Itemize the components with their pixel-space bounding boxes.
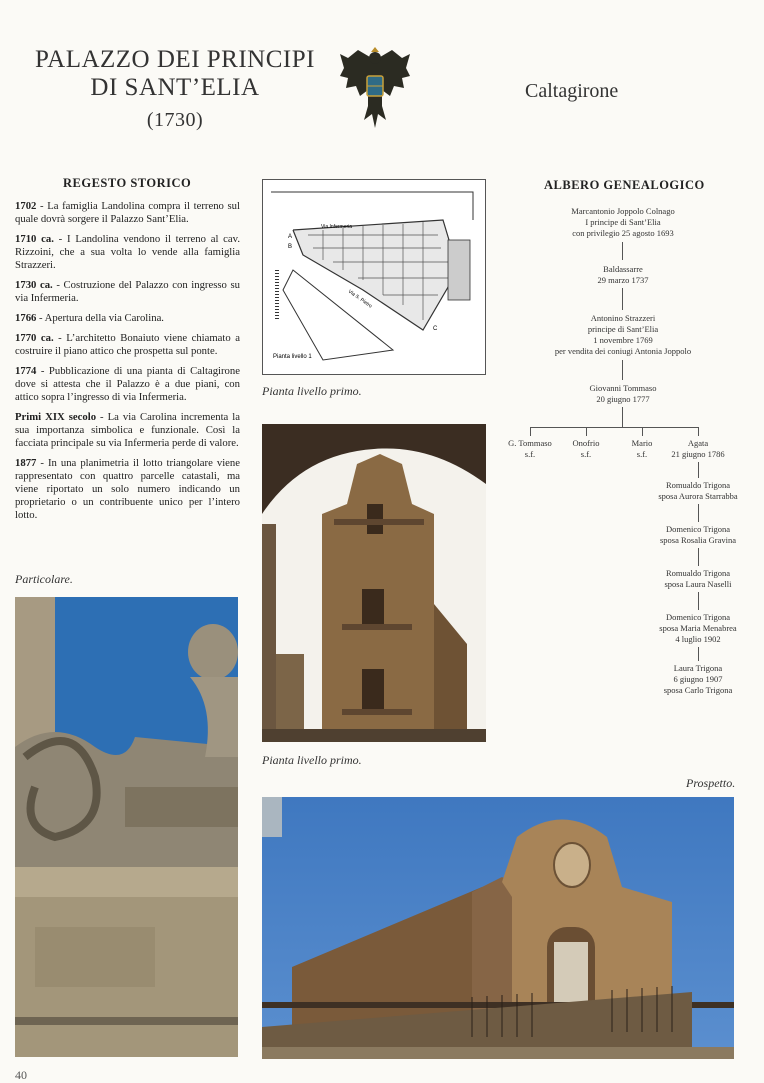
tree-node-marcantonio: Marcantonio Joppolo Colnago I principe di Sant’Elia con privilegio 25 agosto 1693	[571, 206, 675, 238]
eagle-coat-of-arms-icon	[338, 46, 412, 130]
tree-connector	[698, 647, 699, 661]
regesto-entry: 1877 - In una planimetria il lotto triangolare viene rappresentato con quattro parcelle catastali, ma viene riportato un solo numero indicando un proprietario o un contribuente unico per l’intero lotto.	[15, 457, 240, 521]
tree-node-giovanni: Giovanni Tommaso 20 giugno 1777	[589, 383, 657, 404]
plan-mark-b: B	[288, 244, 293, 250]
tree-child: G. Tommaso s.f.	[508, 438, 552, 459]
tree-node-descendant: Domenico Trigona sposa Maria Menabrea 4 luglio 1902	[659, 612, 737, 644]
photo-palace-tower	[262, 424, 486, 742]
tree-node-baldassarre: Baldassarre 29 marzo 1737	[597, 264, 649, 285]
regesto-entry: 1766 - Apertura della via Carolina.	[15, 312, 164, 324]
tree-connector	[622, 407, 623, 427]
albero-heading: ALBERO GENEALOGICO	[544, 178, 705, 192]
caption-prospetto: Prospetto.	[686, 776, 736, 790]
tree-node-descendant: Romualdo Trigona sposa Laura Naselli	[664, 568, 732, 589]
title-year: (1730)	[146, 109, 204, 131]
plan-street-1: Via Infermeria	[321, 224, 353, 230]
title-line-1: PALAZZO DEI PRINCIPI	[35, 46, 315, 73]
regesto-entry: 1770 ca. - L’architetto Bonaiuto viene chiamato a costruire il piano attico che prospetta sul ponte.	[15, 332, 240, 357]
tree-connector	[698, 504, 699, 522]
regesto-entry: 1730 ca. - Costruzione del Palazzo con ingresso su via Infermeria.	[15, 279, 240, 304]
floor-plan-drawing	[263, 180, 485, 374]
plan-mark-a: A	[288, 234, 293, 240]
tree-connector	[530, 427, 698, 428]
tree-node-descendant: Laura Trigona 6 giugno 1907 sposa Carlo Trigona	[663, 663, 733, 695]
regesto-heading: REGESTO STORICO	[63, 176, 192, 190]
floor-plan	[262, 179, 486, 375]
caption-particolare: Particolare.	[15, 572, 73, 586]
caption-pianta-1: Pianta livello primo.	[262, 384, 362, 398]
plan-street-2: Via S. Pietro	[346, 288, 373, 310]
tree-node-descendant: Romualdo Trigona sposa Aurora Starrabba	[658, 480, 738, 501]
caption-pianta-2: Pianta livello primo.	[262, 753, 362, 767]
title-line-2: DI SANT’ELIA	[90, 74, 260, 101]
city-name: Caltagirone	[525, 80, 619, 102]
regesto-entry: 1774 - Pubblicazione di una pianta di Caltagirone dove si attesta che il Palazzo è a due piani, con attico sopra l’ingresso di via Infermeria.	[15, 365, 240, 403]
tree-connector	[642, 427, 643, 436]
regesto-entry: 1710 ca. - I Landolina vendono il terreno al cav. Rizzoini, che a sua volta lo vende alla famiglia Strazzeri.	[15, 233, 240, 271]
regesto-entry: 1702 - La famiglia Landolina compra il terreno sul quale dovrà sorgere il Palazzo Sant’Elia.	[15, 200, 240, 225]
tree-connector	[698, 462, 699, 478]
tree-connector	[622, 242, 623, 260]
tree-connector	[698, 427, 699, 436]
tree-connector	[586, 427, 587, 436]
plan-label: Pianta livello 1	[273, 354, 312, 360]
tree-child: Onofrio s.f.	[572, 438, 600, 459]
tree-node-descendant: Domenico Trigona sposa Rosalia Gravina	[659, 524, 736, 545]
tree-node-antonino: Antonino Strazzeri principe di Sant’Elia 1 novembre 1769 per vendita dei coniugi Antonia Joppolo	[554, 313, 692, 356]
tree-connector	[698, 548, 699, 566]
tree-connector	[622, 360, 623, 380]
tree-connector	[698, 592, 699, 610]
photo-particolare	[15, 597, 238, 1057]
tree-connector	[530, 427, 531, 436]
plan-mark-c: C	[433, 326, 438, 332]
page-title	[20, 46, 330, 134]
page-number: 40	[15, 1068, 27, 1082]
photo-prospetto	[262, 797, 734, 1059]
tree-connector	[622, 288, 623, 310]
regesto-list	[15, 200, 240, 529]
regesto-entry: Primi XIX secolo - La via Carolina incrementa la sua importanza simbolica e funzionale. Così la facciata principale su via Infermeria perde di valore.	[15, 411, 241, 449]
tree-child: Mario s.f.	[631, 438, 653, 459]
tree-child: Agata 21 giugno 1786	[671, 438, 725, 459]
